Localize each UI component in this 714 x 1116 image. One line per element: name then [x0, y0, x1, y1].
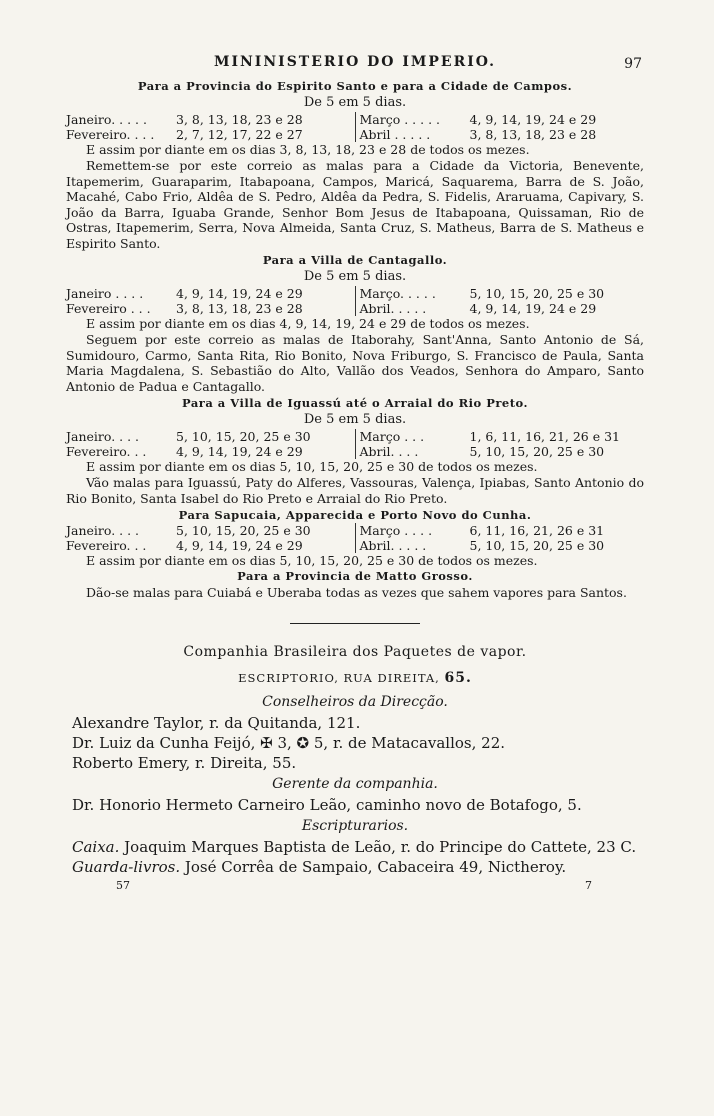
section-iguassu	[66, 395, 644, 506]
schedule-table	[66, 286, 644, 316]
month: Março . . .	[359, 429, 425, 444]
month: Março . . . .	[359, 523, 433, 538]
days: 4, 9, 14, 19, 24 e 29	[176, 538, 303, 553]
days: 3, 8, 13, 18, 23 e 28	[176, 112, 303, 127]
footer-mark: 7	[585, 878, 592, 892]
table-row	[66, 444, 644, 459]
manager-entry: Dr. Honorio Hermeto Carneiro Leão, caminho novo de Botafogo, 5.	[72, 795, 582, 814]
section-title: Para a Provincia do Espirito Santo e para a Cidade de Campos.	[137, 79, 573, 93]
days: 4, 9, 14, 19, 24 e 29	[176, 286, 303, 301]
schedule-rule: E assim por diante em os dias 4, 9, 14, 19, 24 e 29 de todos os mezes.	[86, 316, 530, 331]
running-title: MININISTERIO DO IMPERIO.	[213, 54, 497, 70]
section-note: Seguem por este correio as malas de Itaborahy, Sant'Anna, Santo Antonio de Sá, Sumidouro, Carmo, Santa Rita, Rio Bonito, Nova Friburgo, S. Francisco de Paula, Santa Maria Magdalena, S. Sebastião do Alto, Vallão dos Veados, Senhora do Amparo, Santo Antonio de Padua e Cantagallo.	[66, 332, 644, 394]
section-note: Dão-se malas para Cuiabá e Uberaba todas as vezes que sahem vapores para Santos.	[86, 585, 627, 600]
table-row	[66, 429, 644, 444]
month: Março . . . . .	[359, 112, 440, 127]
days: 4, 9, 14, 19, 24 e 29	[469, 301, 597, 316]
table-row	[66, 286, 644, 301]
table-row	[66, 112, 644, 127]
month: Janeiro. . . . .	[66, 112, 147, 127]
office-label: ESCRIPTORIO, RUA DIREITA,	[238, 670, 440, 685]
days: 3, 8, 13, 18, 23 e 28	[469, 127, 597, 142]
councillor-entry: Roberto Emery, r. Direita, 55.	[72, 753, 297, 772]
month: Janeiro. . . .	[66, 429, 140, 444]
section-frequency: De 5 em 5 dias.	[303, 412, 407, 427]
days: 3, 8, 13, 18, 23 e 28	[176, 301, 303, 316]
table-row	[66, 127, 644, 142]
section-title: Para a Villa de Iguassú até o Arraial do Rio Preto.	[181, 396, 528, 410]
schedule-table	[66, 429, 644, 459]
days: 5, 10, 15, 20, 25 e 30	[176, 429, 311, 444]
section-note: Remettem-se por este correio as malas para a Cidade da Victoria, Benevente, Itapemerim, Guaraparim, Itabapoana, Campos, Maricá, Saquarema, Barra de S. João, Macahé, Cabo Frio, Aldêa de S. Pedro, Aldêa da Pedra, S. Fidelis, Araruama, Capivary, S. João da Barra, Iguaba Grande, Senhor Bom Jesus de Itabapoana, Quissaman, Rio de Ostras, Itapemerim, Serra, Nova Almeida, Santa Cruz, S. Matheus, Barra de S. Matheus e Espirito Santo.	[66, 158, 644, 251]
month: Abril. . . . .	[359, 538, 427, 553]
bookkeeper-entry	[66, 857, 644, 877]
bookkeeper-role: Guarda-livros.	[72, 857, 181, 876]
cashier-role: Caixa.	[72, 837, 120, 856]
office-number: 65.	[444, 669, 472, 686]
section-cantagallo	[66, 252, 644, 394]
section-note: Vão malas para Iguassú, Paty do Alferes, Vassouras, Valença, Ipiabas, Santo Antonio do Rio Bonito, Santa Isabel do Rio Preto e Arraial do Rio Preto.	[66, 475, 644, 506]
days: 6, 11, 16, 21, 26 e 31	[469, 523, 605, 538]
councillors-heading: Conselheiros da Direcção.	[262, 693, 448, 710]
cashier-name: Joaquim Marques Baptista de Leão, r. do Principe do Cattete, 23 C.	[124, 837, 637, 856]
councillor-entry: Alexandre Taylor, r. da Quitanda, 121.	[72, 713, 361, 732]
days: 1, 6, 11, 16, 21, 26 e 31	[469, 429, 621, 444]
running-header	[66, 52, 644, 78]
section-espirito-santo	[66, 78, 644, 251]
schedule-table	[66, 112, 644, 142]
clerks-heading: Escripturarios.	[301, 817, 409, 834]
month: Fevereiro. . . .	[66, 127, 155, 142]
signature-mark: 57	[116, 878, 130, 892]
company-title: Companhia Brasileira dos Paquetes de vapor.	[183, 643, 527, 660]
month: Fevereiro . . .	[66, 301, 151, 316]
page	[66, 52, 644, 895]
section-title: Para a Provincia de Matto Grosso.	[237, 569, 473, 583]
month: Fevereiro. . .	[66, 444, 147, 459]
section-sapucaia	[66, 507, 644, 568]
days: 5, 10, 15, 20, 25 e 30	[469, 538, 605, 553]
page-number: 97	[624, 56, 642, 72]
office-address	[66, 670, 644, 687]
month: Abril . . . . .	[359, 127, 431, 142]
month: Janeiro. . . .	[66, 523, 140, 538]
section-title: Para Sapucaia, Apparecida e Porto Novo do Cunha.	[178, 508, 532, 522]
schedule-table	[66, 523, 644, 553]
page-footer	[66, 877, 644, 895]
month: Fevereiro. . .	[66, 538, 147, 553]
section-matto-grosso	[66, 568, 644, 601]
month: Abril. . . .	[359, 444, 419, 459]
month: Janeiro . . . .	[66, 286, 144, 301]
cashier-entry	[66, 837, 644, 857]
days: 2, 7, 12, 17, 22 e 27	[176, 127, 303, 142]
section-divider	[290, 623, 420, 624]
days: 5, 10, 15, 20, 25 e 30	[469, 286, 605, 301]
section-title: Para a Villa de Cantagallo.	[262, 253, 448, 267]
days: 4, 9, 14, 19, 24 e 29	[469, 112, 597, 127]
section-frequency: De 5 em 5 dias.	[303, 269, 407, 284]
schedule-rule: E assim por diante em os dias 5, 10, 15, 20, 25 e 30 de todos os mezes.	[86, 459, 538, 474]
days: 5, 10, 15, 20, 25 e 30	[469, 444, 605, 459]
company-block	[66, 642, 644, 877]
bookkeeper-name: José Corrêa de Sampaio, Cabaceira 49, Nictheroy.	[184, 857, 567, 876]
section-frequency: De 5 em 5 dias.	[303, 95, 407, 110]
schedule-rule: E assim por diante em os dias 5, 10, 15, 20, 25 e 30 de todos os mezes.	[86, 553, 538, 568]
table-row	[66, 538, 644, 553]
days: 4, 9, 14, 19, 24 e 29	[176, 444, 303, 459]
days: 5, 10, 15, 20, 25 e 30	[176, 523, 311, 538]
councillor-entry: Dr. Luiz da Cunha Feijó, ✠ 3, ✪ 5, r. de Matacavallos, 22.	[72, 733, 506, 752]
schedule-rule: E assim por diante em os dias 3, 8, 13, 18, 23 e 28 de todos os mezes.	[86, 142, 530, 157]
table-row	[66, 301, 644, 316]
month: Abril. . . . .	[359, 301, 427, 316]
month: Março. . . . .	[359, 286, 436, 301]
manager-heading: Gerente da companhia.	[272, 775, 438, 792]
table-row	[66, 523, 644, 538]
